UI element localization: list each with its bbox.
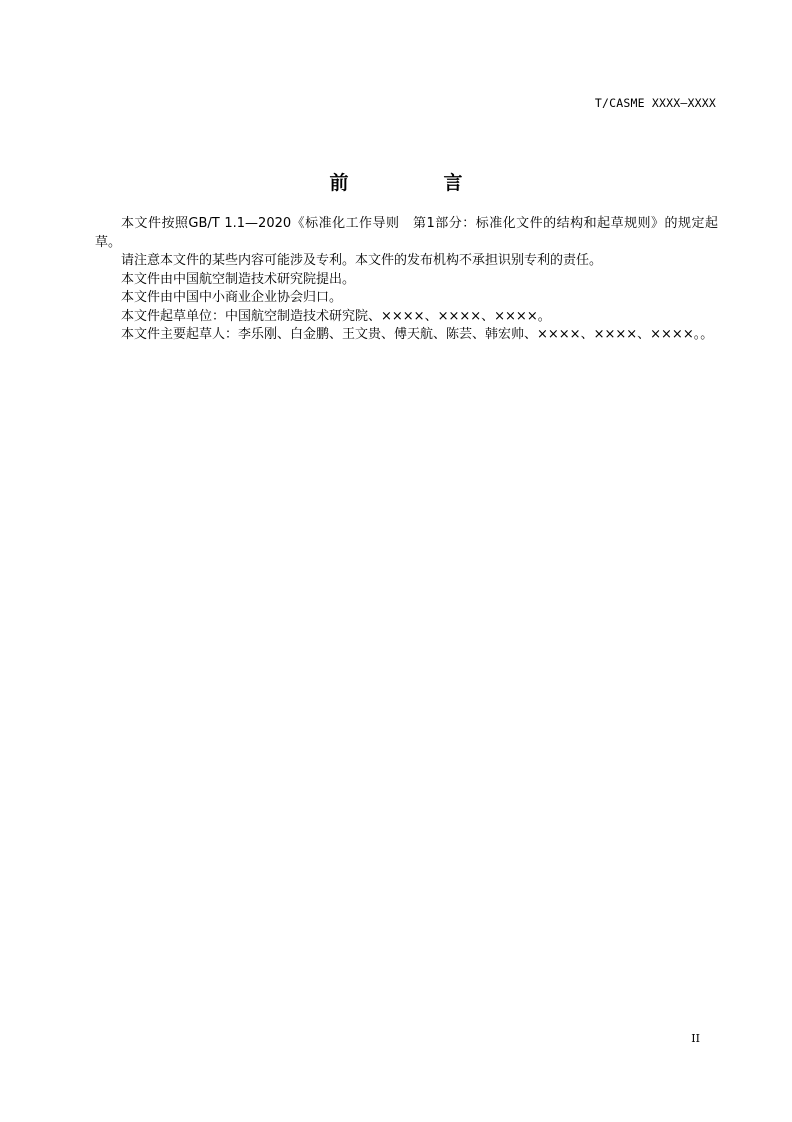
paragraph-drafting-rules: 本文件按照GB/T 1.1—2020《标准化工作导则 第1部分：标准化文件的结构和起草规则》的规定起草。 — [95, 216, 718, 250]
paragraph-administrator: 本文件由中国中小商业企业协会归口。 — [121, 290, 343, 305]
standard-code: T/CASME XXXX—XXXX — [594, 96, 716, 110]
page-number: II — [691, 1032, 700, 1045]
paragraph-drafters: 本文件主要起草人：李乐刚、白金鹏、王文贵、傅天航、陈芸、韩宏帅、××××、××××、××××。。 — [121, 327, 714, 342]
paragraph-patent-notice: 请注意本文件的某些内容可能涉及专利。本文件的发布机构不承担识别专利的责任。 — [121, 253, 603, 268]
foreword-body — [95, 215, 718, 345]
paragraph-drafting-units: 本文件起草单位：中国航空制造技术研究院、××××、××××、××××。 — [121, 308, 551, 324]
page-title: 前 言 — [329, 172, 501, 194]
paragraph-proposer: 本文件由中国航空制造技术研究院提出。 — [121, 271, 356, 287]
